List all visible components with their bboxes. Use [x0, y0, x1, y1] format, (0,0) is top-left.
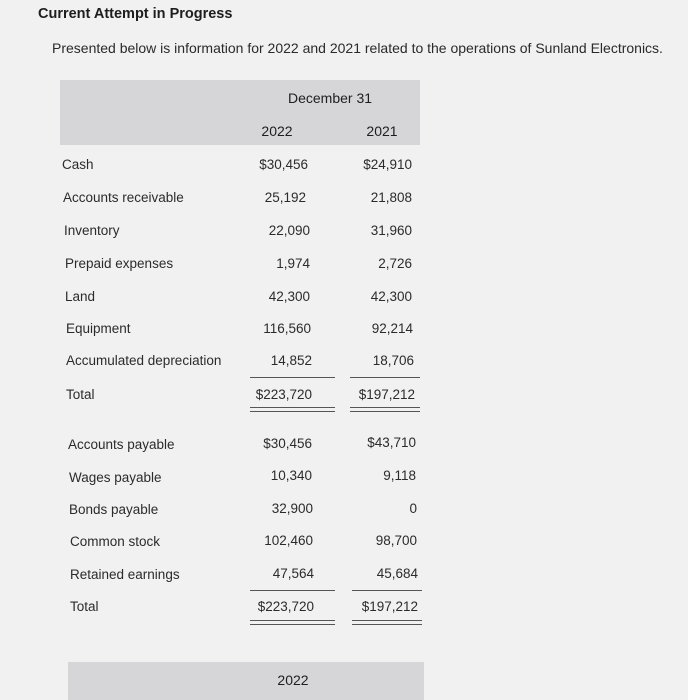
status-title: Current Attempt in Progress — [38, 6, 233, 22]
subtotal-rule-2021 — [350, 377, 420, 378]
cell-inventory-2022: 22,090 — [268, 223, 310, 238]
subtotal-rule-2022 — [250, 377, 335, 378]
row-label-land: Land — [65, 289, 96, 304]
cell-liabilities-total-2022: $223,720 — [257, 599, 314, 614]
cell-common-stock-2021: 98,700 — [375, 533, 417, 548]
cell-cash-2022: $30,456 — [259, 157, 308, 172]
cell-prepaid-expenses-2021: 2,726 — [378, 256, 412, 271]
row-label-liabilities-total: Total — [70, 599, 99, 614]
cell-prepaid-expenses-2022: 1,974 — [276, 256, 310, 271]
cell-retained-earnings-2022: 47,564 — [272, 566, 314, 581]
row-label-equipment: Equipment — [66, 321, 131, 336]
cell-cash-2021: $24,910 — [363, 157, 412, 172]
cell-equipment-2022: 116,560 — [263, 321, 311, 336]
subtotal-rule-liab-2021 — [352, 590, 422, 591]
cell-bonds-payable-2021: 0 — [409, 501, 417, 516]
cell-accumulated-depreciation-2021: 18,706 — [372, 353, 414, 368]
subtotal-rule-liab-2022 — [250, 590, 335, 591]
header-december-31: December 31 — [287, 90, 373, 106]
row-label-accounts-receivable: Accounts receivable — [63, 190, 184, 205]
cell-assets-total-2022: $223,720 — [255, 387, 312, 402]
cell-land-2021: 42,300 — [370, 289, 412, 304]
row-label-wages-payable: Wages payable — [69, 470, 162, 485]
cell-equipment-2021: 92,214 — [371, 321, 413, 336]
cell-accounts-receivable-2021: 21,808 — [370, 190, 412, 205]
row-label-cash: Cash — [62, 157, 94, 172]
cell-retained-earnings-2021: 45,684 — [376, 566, 418, 581]
row-label-accumulated-depreciation: Accumulated depreciation — [66, 353, 222, 368]
cell-wages-payable-2022: 10,340 — [270, 468, 312, 483]
row-label-prepaid-expenses: Prepaid expenses — [65, 256, 174, 271]
footer-header-band — [68, 662, 424, 700]
header-col-2021: 2021 — [366, 123, 398, 139]
footer-year-label: 2022 — [277, 672, 309, 688]
cell-bonds-payable-2022: 32,900 — [271, 501, 313, 516]
total-double-rule-liab-2022 — [250, 620, 335, 625]
row-label-common-stock: Common stock — [70, 534, 161, 549]
cell-liabilities-total-2021: $197,212 — [361, 599, 418, 614]
cell-inventory-2021: 31,960 — [370, 223, 412, 238]
row-label-bonds-payable: Bonds payable — [69, 502, 159, 517]
cell-accounts-payable-2022: $30,456 — [263, 436, 312, 451]
cell-wages-payable-2021: 9,118 — [383, 468, 416, 483]
cell-assets-total-2021: $197,212 — [358, 387, 415, 402]
cell-accounts-receivable-2022: 25,192 — [264, 190, 306, 205]
cell-common-stock-2022: 102,460 — [264, 533, 313, 548]
row-label-inventory: Inventory — [64, 223, 120, 238]
total-double-rule-2022 — [250, 407, 335, 412]
total-double-rule-liab-2021 — [352, 620, 422, 625]
cell-land-2022: 42,300 — [268, 289, 310, 304]
cell-accumulated-depreciation-2022: 14,852 — [270, 353, 312, 368]
header-col-2022: 2022 — [261, 123, 293, 139]
row-label-retained-earnings: Retained earnings — [70, 567, 180, 582]
row-label-assets-total: Total — [66, 387, 95, 402]
total-double-rule-2021 — [350, 407, 420, 412]
cell-accounts-payable-2021: $43,710 — [367, 435, 416, 450]
problem-intro: Presented below is information for 2022 and 2021 related to the operations of Sunland Electronics. — [52, 40, 663, 56]
row-label-accounts-payable: Accounts payable — [68, 437, 175, 452]
